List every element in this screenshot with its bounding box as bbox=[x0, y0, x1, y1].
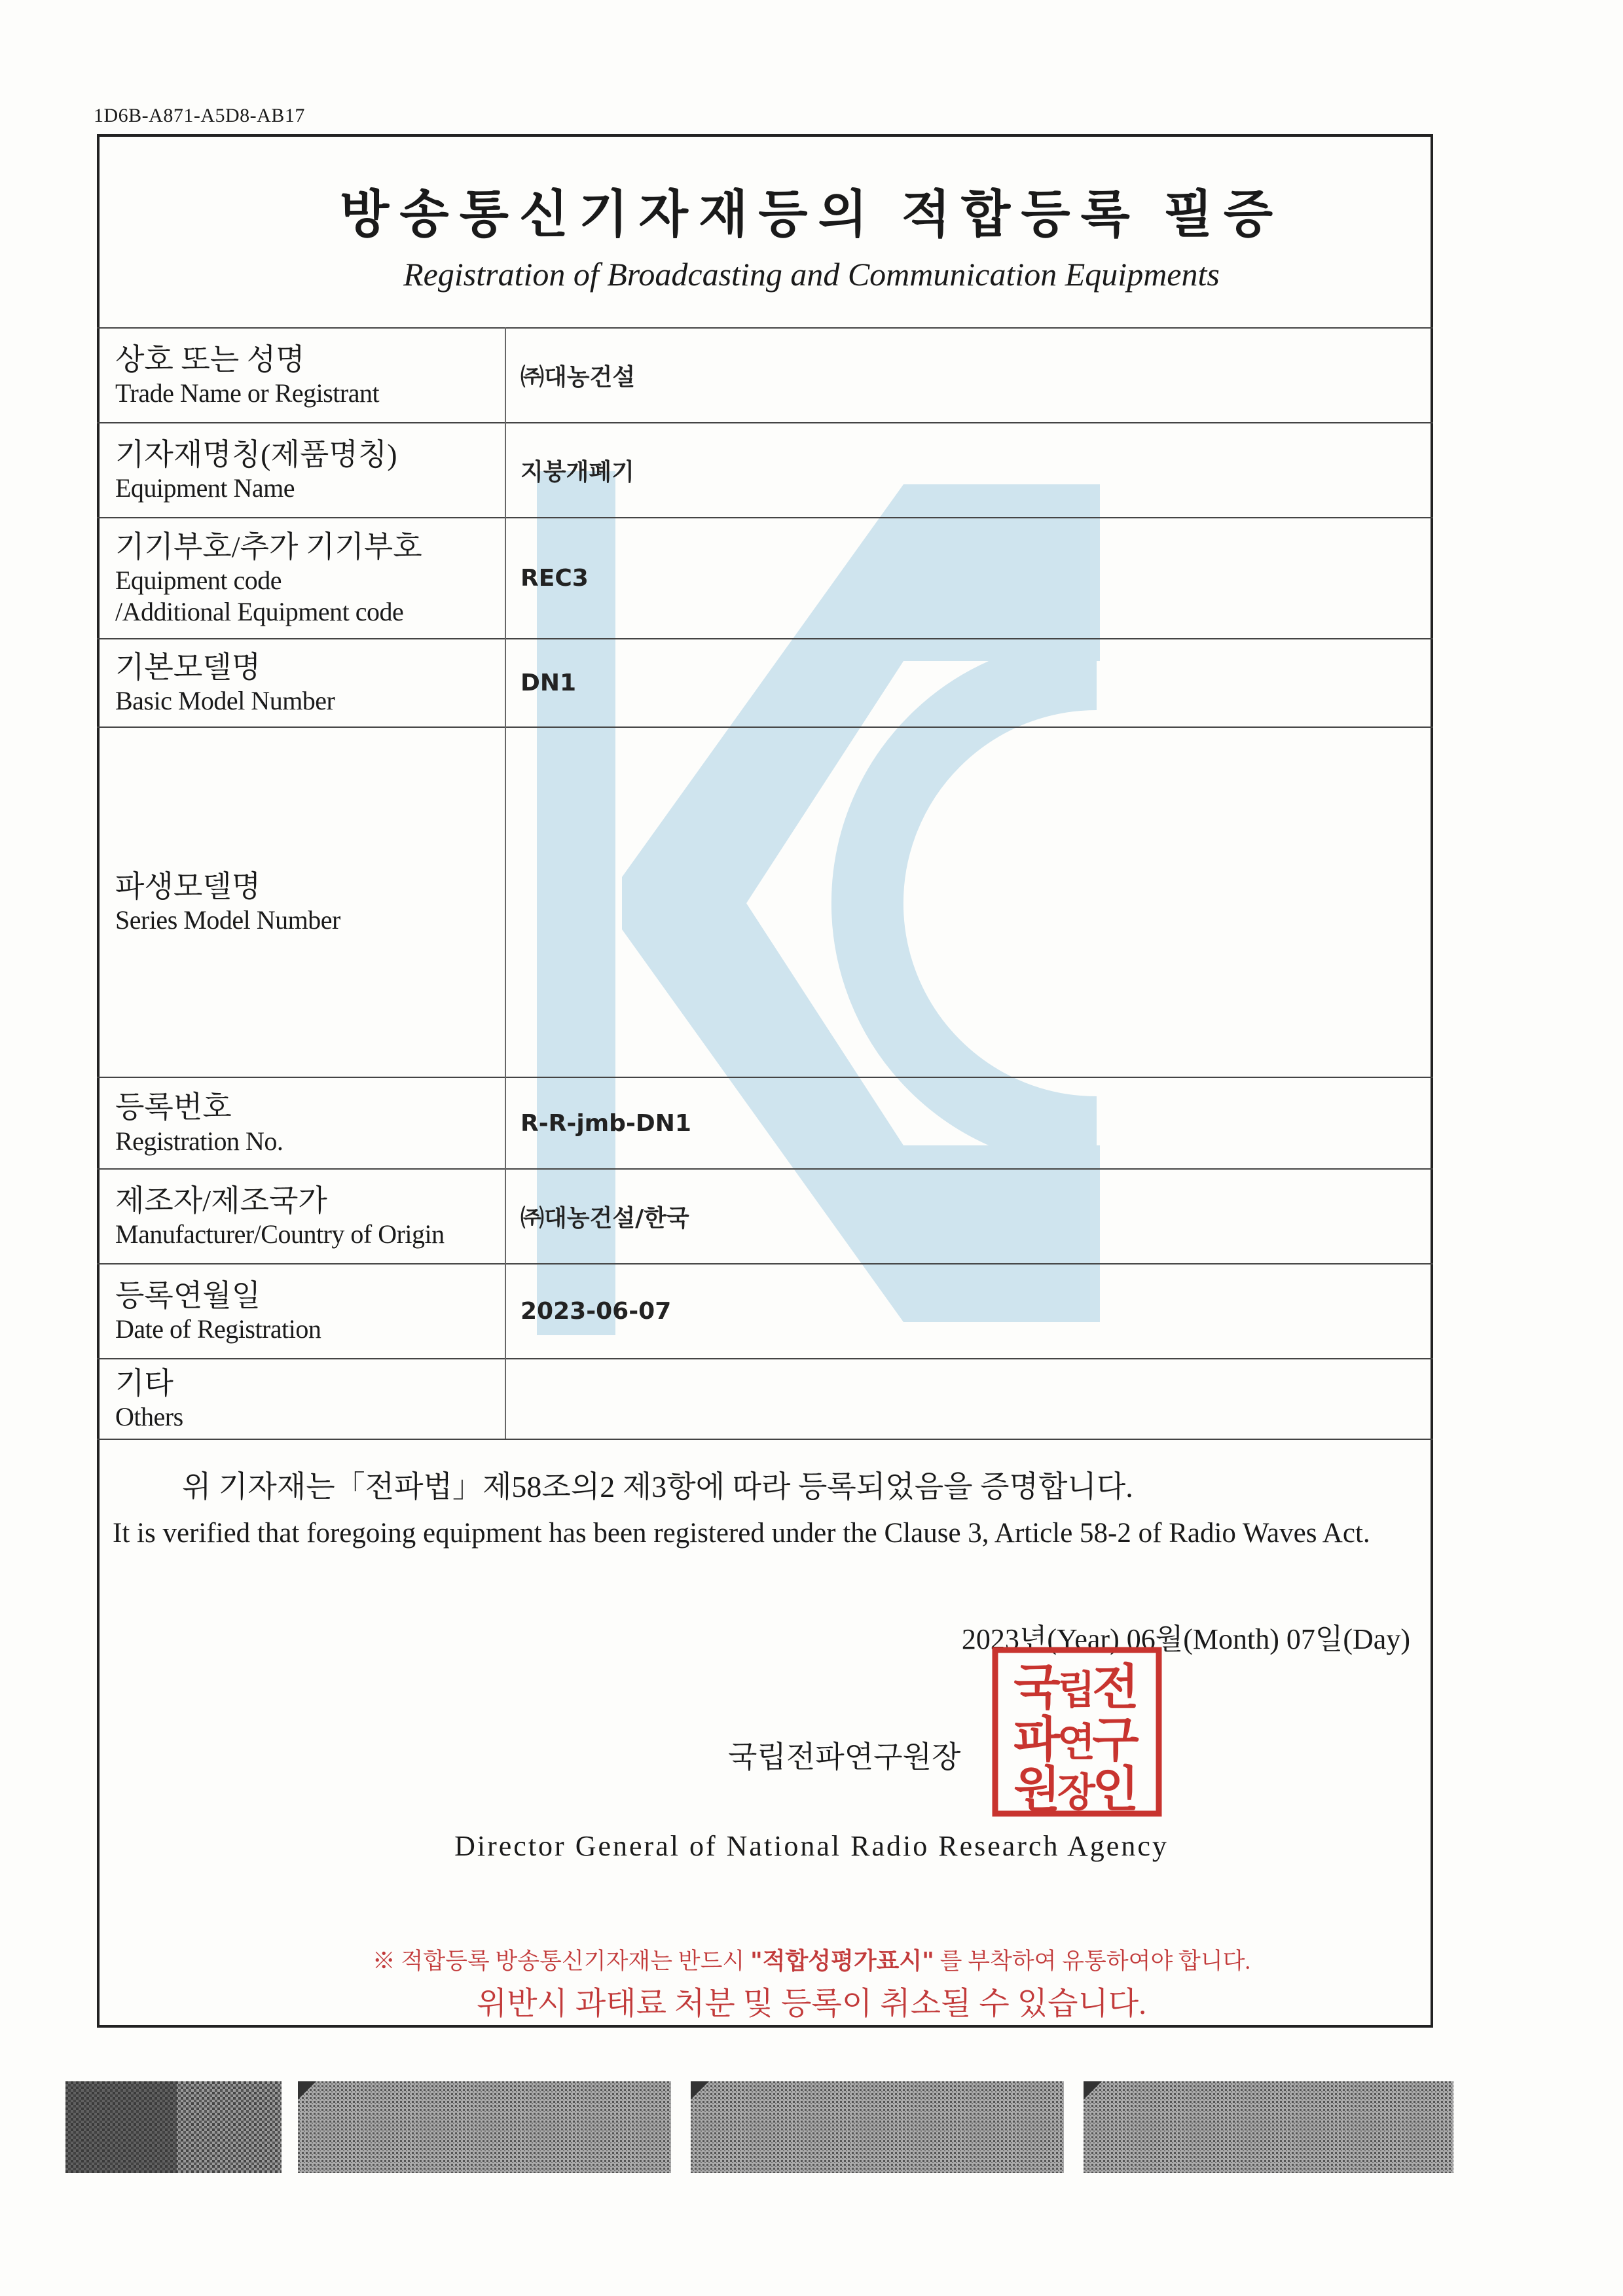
label-korean: 기타 bbox=[115, 1366, 173, 1400]
label-english: Registration No. bbox=[115, 1126, 283, 1156]
value-equipment-name: 지붕개폐기 bbox=[505, 423, 1433, 518]
label-korean: 제조자/제조국가 bbox=[115, 1183, 327, 1217]
label-english: Series Model Number bbox=[115, 905, 340, 935]
svg-text:연: 연 bbox=[1057, 1720, 1095, 1766]
title-korean: 방송통신기자재등의 적합등록 필증 bbox=[339, 186, 1284, 243]
value-equipment-code: REC3 bbox=[505, 518, 1433, 639]
svg-text:구: 구 bbox=[1092, 1712, 1139, 1768]
notice-mark: "적합성평가표시" bbox=[750, 1948, 934, 1975]
value-manufacturer: ㈜대농건설/한국 bbox=[505, 1169, 1433, 1264]
row-equipment-code bbox=[97, 518, 1433, 639]
security-barcode-icon bbox=[691, 2081, 1064, 2173]
label-korean: 등록번호 bbox=[115, 1090, 232, 1124]
agency-name-english: Director General of National Radio Research Agency bbox=[454, 1830, 1169, 1862]
agency-name-korean: 국립전파연구원장 bbox=[728, 1740, 961, 1774]
svg-text:국: 국 bbox=[1013, 1659, 1061, 1715]
svg-text:인: 인 bbox=[1092, 1761, 1139, 1818]
value-trade-name: ㈜대농건설 bbox=[505, 328, 1433, 423]
svg-text:파: 파 bbox=[1013, 1712, 1061, 1768]
notice-line-1 bbox=[0, 1943, 1623, 1976]
row-series-model bbox=[97, 727, 1433, 1077]
row-registration-no bbox=[97, 1077, 1433, 1169]
value-series-model bbox=[505, 727, 1433, 1077]
row-basic-model bbox=[97, 639, 1433, 727]
row-others bbox=[97, 1359, 1433, 1439]
label-korean: 파생모델명 bbox=[115, 869, 261, 903]
title-english: Registration of Broadcasting and Communication Equipments bbox=[403, 256, 1220, 293]
value-registration-no: R-R-jmb-DN1 bbox=[505, 1077, 1433, 1169]
issue-date: 2023년(Year) 06월(Month) 07일(Day) bbox=[961, 1623, 1410, 1655]
qr-barcode-icon bbox=[65, 2081, 282, 2173]
certification-statement-english: It is verified that foregoing equipment has been registered under the Clause 3, Article 58-2 of Radio Waves Act. bbox=[113, 1518, 1370, 1549]
value-basic-model: DN1 bbox=[505, 639, 1433, 727]
notice-line-2: 위반시 과태료 처분 및 등록이 취소될 수 있습니다. bbox=[476, 1986, 1147, 2021]
svg-text:전: 전 bbox=[1092, 1659, 1139, 1715]
label-korean: 상호 또는 성명 bbox=[115, 342, 305, 376]
svg-text:장: 장 bbox=[1057, 1770, 1095, 1816]
label-english: Trade Name or Registrant bbox=[115, 378, 380, 408]
row-trade-name bbox=[97, 328, 1433, 423]
label-korean: 등록연월일 bbox=[115, 1278, 261, 1312]
svg-text:립: 립 bbox=[1057, 1668, 1095, 1713]
label-english: Equipment Name bbox=[115, 473, 295, 503]
label-korean: 기본모델명 bbox=[115, 650, 261, 684]
label-korean: 기자재명칭(제품명칭) bbox=[115, 437, 397, 471]
row-manufacturer bbox=[97, 1169, 1433, 1264]
label-english: Manufacturer/Country of Origin bbox=[115, 1219, 445, 1249]
value-others bbox=[505, 1359, 1433, 1439]
security-barcode-icon bbox=[298, 2081, 671, 2173]
row-date-of-registration bbox=[97, 1264, 1433, 1359]
label-korean: 기기부호/추가 기기부호 bbox=[115, 529, 422, 564]
notice-prefix: ※ 적합등록 방송통신기자재는 반드시 bbox=[372, 1948, 745, 1974]
official-seal-icon bbox=[991, 1646, 1163, 1818]
label-english: Equipment code bbox=[115, 565, 282, 596]
notice-suffix: 를 부착하여 유통하여야 합니다. bbox=[939, 1948, 1251, 1974]
certification-statement-korean: 위 기자재는「전파법」제58조의2 제3항에 따라 등록되었음을 증명합니다. bbox=[182, 1470, 1133, 1503]
label-english: Date of Registration bbox=[115, 1314, 321, 1344]
document-id: 1D6B-A871-A5D8-AB17 bbox=[94, 105, 305, 126]
value-date-of-registration: 2023-06-07 bbox=[505, 1264, 1433, 1359]
row-equipment-name bbox=[97, 423, 1433, 518]
registration-info-table bbox=[97, 327, 1433, 1440]
label-english: Others bbox=[115, 1402, 183, 1432]
security-barcode-icon bbox=[1084, 2081, 1453, 2173]
label-english: Basic Model Number bbox=[115, 686, 335, 716]
label-english-2: /Additional Equipment code bbox=[115, 597, 404, 627]
svg-text:원: 원 bbox=[1013, 1761, 1061, 1818]
